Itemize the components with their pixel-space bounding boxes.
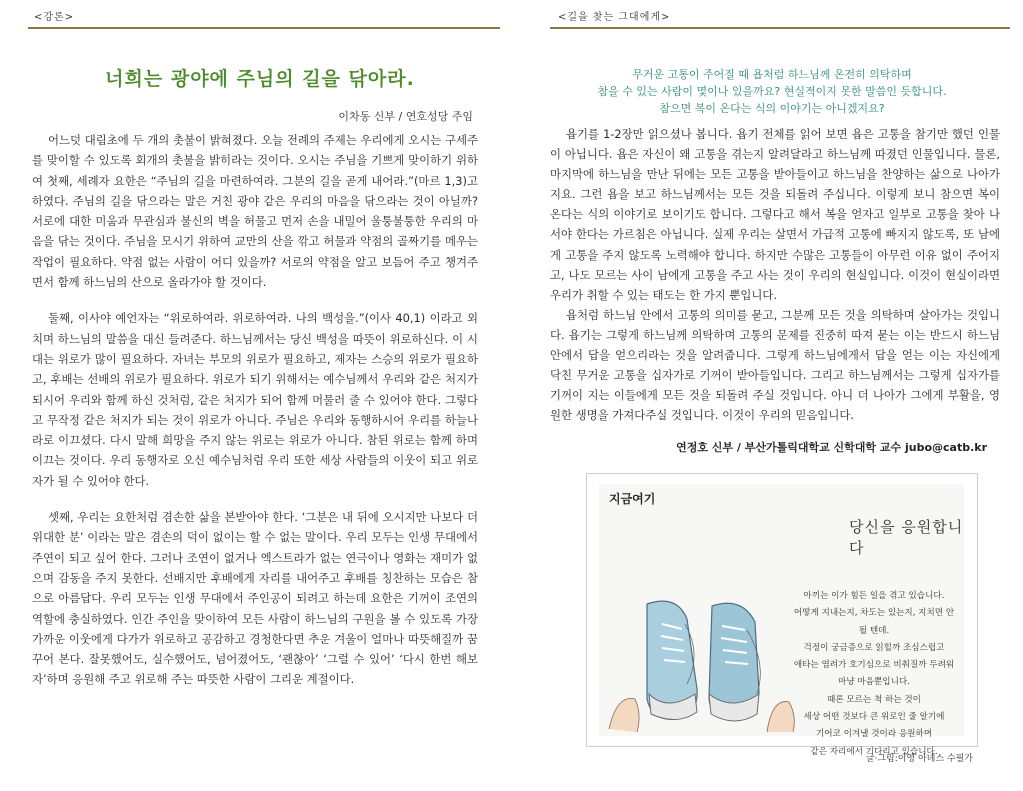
section-label: <길을 찾는 그대에게>: [558, 12, 671, 23]
poem-line: 아끼는 이가 힘든 일을 겪고 있습니다.: [803, 591, 945, 601]
paragraph: 욥기를 1-2장만 읽으셨나 봅니다. 욥기 전체를 읽어 보면 욥은 고통을 참기만 했던 인물이 아닙니다. 욥은 자신이 왜 고통을 겪는지 알려달라고 하느님께 따졌던 인물입니다. 물론, 마지막에 하느님을 만난 뒤에는 모든 고통을 받아들이고 하느님을 찬양하는 삶으로 나아가지요. 그런 욥을 보고 하느님께서는 모든 것을 되돌려 주십니다. 이렇게 보니 참으면 복이 온다는 식의 이야기로 보이기도 합니다. 그렇다고 해서 복을 얻자고 일부로 고통을 찾아 나서야 한다는 가르침은 아닙니다. 실제 우리는 살면서 가급적 고통에 빠지지 않도록, 또 남에게 고통을 주지 않도록 노력해야 합니다. 하지만 수많은 고통들이 아무런 이유 없이 주어지고, 나도 모르는 사이 남에게 고통을 주고 사는 것이 우리의 현실입니다. 이것이 현실이라면 우리가 취할 수 있는 태도는 한 가지 뿐입니다.: [550, 127, 1000, 302]
lead-line: 참으면 복이 온다는 식의 이야기는 아니겠지요?: [659, 102, 885, 115]
card-poem: [789, 588, 959, 761]
poem-line: 때론 모르는 척 하는 것이: [827, 694, 921, 705]
header-rule: [550, 27, 1010, 29]
paragraph: 셋째, 우리는 요한처럼 겸손한 삶을 본받아야 한다. ‘그분은 내 뒤에 오시지만 나보다 더 위대한 분’ 이라는 말은 겸손의 덕이 없이는 할 수 없는 말이다. 우리 모두는 인생 무대에서 주연이 되고 싶어 한다. 그러나 조연이 없거나 엑스트라가 없는 연극이나 영화는 재미가 없으며 감동을 주지 못한다. 선배지만 후배에게 자리를 내어주고 후배를 칭찬하는 모습은 참으로 아름답다. 우리 모두는 인생 무대에서 주인공이 되려고 하는데 요한은 기꺼이 조연의 역할에 충실하였다. 인간 주인을 맞이하여 모든 사람이 하느님의 구원을 볼 수 있도록 가장 가까운 이웃에게 다가가 위로하고 공감하고 경청한다면 추운 겨울이 얼마나 따뜻해질까 꿈꾸어 본다. 잘못했어도, 실수했어도, 넘어졌어도, ‘괜찮아’ ‘그럴 수 있어’ ‘다시 한번 해보자’하며 응원해 주고 위로해 주는 따뜻한 사람이 그리운 계절이다.: [32, 510, 478, 687]
illustration-credit: 글·그림:이영 아녜스 수필가: [865, 754, 973, 764]
card-label: 지금여기: [609, 492, 656, 506]
question-lead: [552, 66, 992, 117]
section-label: <강론>: [34, 12, 75, 23]
poem-line: 같은 자리에서 기다리고 있습니다.: [810, 746, 938, 757]
article-title: 너희는 광야에 주님의 길을 닦아라.: [105, 68, 415, 90]
sneakers-illustration: [607, 594, 797, 734]
lead-line: 무거운 고통이 주어질 때 욥처럼 하느님께 온전히 의탁하며: [632, 68, 912, 81]
poem-line: 기어코 이겨낼 것이라 응원하며: [815, 729, 933, 740]
poem-line: 애타는 염려가 호기심으로 비춰질까 두려워: [793, 660, 955, 671]
paragraph: 어느덧 대림초에 두 개의 촛불이 밝혀졌다. 오늘 전례의 주제는 우리에게 오시는 구세주를 맞이할 수 있도록 회개의 촛불을 밝히라는 것이다. 오시는 주님을 기쁘게 맞이하기 위하여 첫째, 세례자 요한은 “주님의 길을 마련하여라. 그분의 길을 곧게 내어라.”(마르 1,3)고 하였다. 주님의 길을 닦으라는 말은 거친 광야 같은 우리의 마음을 닦으라는 것이 아닐까? 서로에 대한 미움과 무관심과 불신의 벽을 허물고 먼저 손을 내밀어 울퉁불퉁한 우리의 마음을 닦는 것이다. 주님을 모시기 위하여 교만의 산을 깎고 허물과 약점의 골짜기를 메우는 작업이 필요하다. 약점 없는 사람이 어디 있을까? 서로의 약점을 알고 보듬어 주고 챙겨주면서 함께 하느님의 산으로 올라가야 할 것이다.: [32, 133, 478, 290]
paragraph: 둘째, 이사야 예언자는 “위로하여라. 위로하여라. 나의 백성을.”(이사 40,1) 이라고 외치며 하느님의 말씀을 대신 들려준다. 하느님께서는 당신 백성을 따뜻이 위로하신다. 이 시대는 위로가 많이 필요하다. 자녀는 부모의 위로가 필요하고, 제자는 스승의 위로가 필요하고, 후배는 선배의 위로가 필요하다. 위로가 되기 위해서는 예수님께서 우리와 같은 처지가 되시어 우리와 함께 하신 것처럼, 같은 처지가 되어 함께 머물러 줄 수 있어야 한다. 그렇다고 무작정 같은 처지가 되는 것이 위로가 아니다. 주님은 우리와 동행하시어 우리를 하늘나라로 이끄셨다. 다시 말해 희망을 주지 않는 위로는 위로가 아니다. 참된 위로는 함께 하며 이끄는 것이다. 우리 동행자로 오신 예수님처럼 우리 또한 세상 사람들의 이웃이 되고 위로자가 될 수 있어야 한다.: [32, 311, 478, 488]
poem-line: 어떻게 지내는지, 차도는 있는지, 지치면 안 될 텐데.: [793, 608, 955, 636]
essay-card: [586, 473, 978, 757]
article-author: 이차동 신부 / 연호성당 주임: [338, 110, 473, 123]
paragraph: 욥처럼 하느님 안에서 고통의 의미를 묻고, 그분께 모든 것을 의탁하며 살아가는 것입니다. 욥기는 그렇게 하느님께 의탁하며 고통의 문제를 진중히 따져 묻는 이는 반드시 하느님 안에서 답을 얻으리라는 것을 알려줍니다. 그렇게 하느님에게서 답을 얻는 이는 자신에게 닥친 무거운 고통을 십자가로 기꺼이 받아들입니다. 그리고 하느님께서는 그렇게 십자가를 기꺼이 지는 이들에게 모든 것을 되돌려 주실 것입니다. 아니 더 나아가 그에게 부활을, 영원한 생명을 가져다주실 것입니다. 이것이 우리의 믿음입니다.: [550, 307, 1000, 423]
poem-line: 세상 어떤 것보다 큰 위로인 줄 알기에: [803, 712, 945, 723]
lead-line: 참을 수 있는 사람이 몇이나 있을까요? 현실적이지 못한 말씀인 듯합니다.: [597, 85, 947, 98]
left-page: [0, 0, 511, 791]
header-rule: [28, 27, 500, 29]
card-panel: [599, 484, 964, 757]
article-body: [32, 130, 478, 690]
poem-line: 마냥 마음뿐입니다.: [838, 677, 910, 688]
card-title: 당신을 응원합니다: [849, 518, 964, 557]
answer-author: 연정호 신부 / 부산가톨릭대학교 신학대학 교수 jubo@catb.kr: [676, 441, 987, 454]
poem-line: 걱정이 궁금증으로 읽힐까 조심스럽고: [803, 642, 945, 653]
answer-body: [550, 124, 1000, 425]
